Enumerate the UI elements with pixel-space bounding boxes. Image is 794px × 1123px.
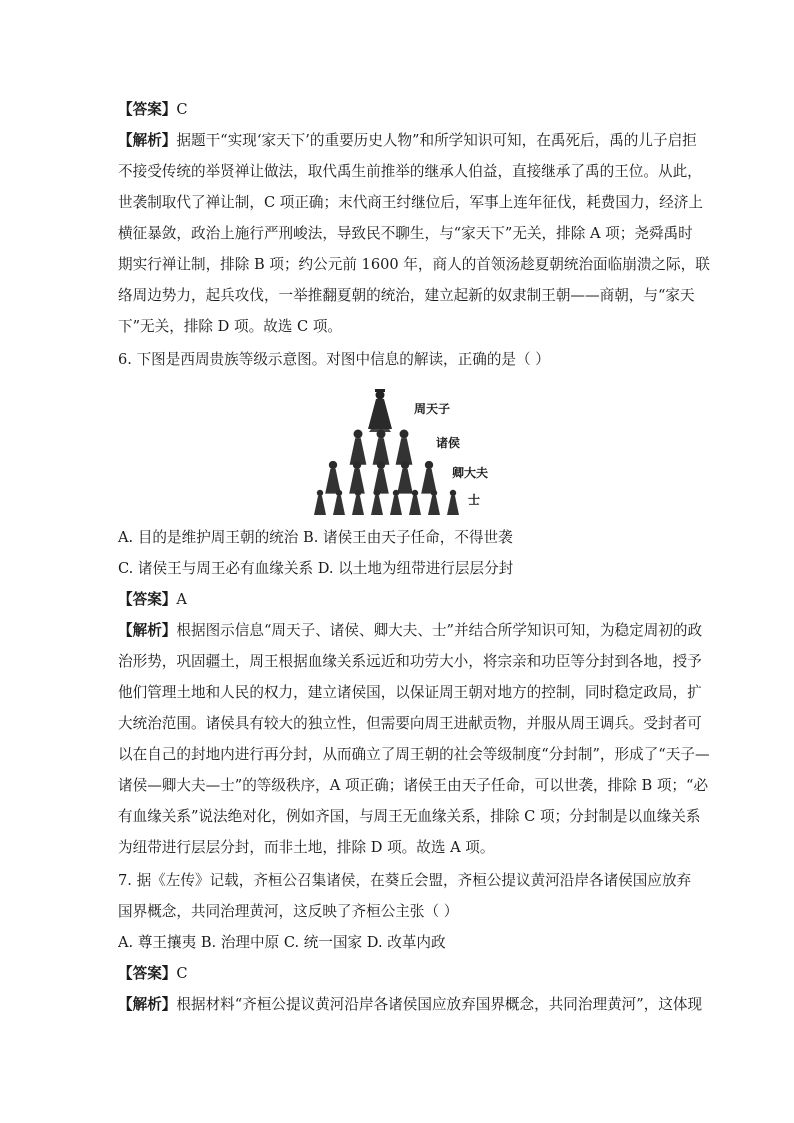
analysis-text: 横征暴敛，政治上施行严刑峻法，导致民不聊生，与“家天下”无关，排除 A 项；尧舜禹时: [118, 225, 693, 242]
analysis-text: 诸侯—卿大夫—士”的等级秩序，A 项正确；诸侯王由天子任命，可以世袭，排除 B 项；“必: [118, 777, 709, 794]
analysis-line: [118, 621, 702, 641]
analysis-text: 下”无关，排除 D 项。故选 C 项。: [118, 318, 343, 335]
answer-tag: 【答案】: [118, 965, 177, 982]
analysis-line: [118, 131, 697, 151]
question-7-stem: 国界概念，共同治理黄河，这反映了齐桓公主张（ ）: [118, 903, 459, 920]
analysis-tag: 【解析】: [118, 996, 177, 1013]
hierarchy-figures: [308, 385, 488, 515]
analysis-text: 络周边势力，起兵攻伐，一举推翻夏朝的统治，建立起新的奴隶制王朝——商朝，与“家天: [118, 287, 695, 304]
analysis-text: 有血缘关系”说法绝对化，例如齐国，与周王无血缘关系，排除 C 项；分封制是以血缘关系: [118, 808, 701, 825]
answer-line: [118, 964, 188, 984]
answer-tag: 【答案】: [118, 101, 177, 118]
question-7-stem: 7. 据《左传》记载，齐桓公召集诸侯，在葵丘会盟，齐桓公提议黄河沿岸各诸侯国应放弃: [118, 872, 692, 889]
answer-line: [118, 100, 188, 120]
lords-figures: [350, 430, 413, 465]
analysis-text: 期实行禅让制，排除 B 项；约公元前 1600 年，商人的首领汤趁夏朝统治面临崩溃之际，联: [118, 256, 710, 273]
king-figure: [368, 389, 392, 432]
analysis-text: 据题干“实现‘家天下’的重要历史人物”和所学知识可知，在禹死后，禹的儿子启拒: [176, 132, 697, 149]
analysis-tag: 【解析】: [118, 622, 177, 639]
analysis-text: 以在自己的封地内进行再分封，从而确立了周王朝的社会等级制度“分封制”，形成了“天子—: [118, 746, 710, 763]
analysis-line: [118, 995, 702, 1015]
analysis-text: 不接受传统的举贤禅让做法，取代禹生前推举的继承人伯益，直接继承了禹的王位。从此，: [118, 163, 702, 180]
answer-value: C: [176, 101, 188, 118]
ministers-figures: [325, 461, 437, 494]
analysis-text: 大统治范围。诸侯具有较大的独立性，但需要向周王进献贡物，并服从周王调兵。受封者可: [118, 715, 702, 732]
question-7-options: A. 尊王攘夷 B. 治理中原 C. 统一国家 D. 改革内政: [118, 934, 446, 951]
question-6-stem: 6. 下图是西周贵族等级示意图。对图中信息的解读，正确的是（ ）: [118, 351, 550, 368]
analysis-text: 为纽带进行层层分封，而非土地，排除 D 项。故选 A 项。: [118, 839, 495, 856]
zhou-hierarchy-diagram: [308, 385, 488, 515]
analysis-text: 治形势，巩固疆土，周王根据血缘关系远近和功劳大小，将宗亲和功臣等分封到各地，授予: [118, 653, 702, 670]
analysis-tag: 【解析】: [118, 132, 177, 149]
question-6-options-cd: C. 诸侯王与周王必有血缘关系 D. 以土地为纽带进行层层分封: [118, 560, 514, 577]
answer-value: A: [176, 591, 187, 608]
analysis-text: 根据图示信息“周天子、诸侯、卿大夫、士”并结合所学知识可知，为稳定周初的政: [176, 622, 703, 639]
answer-value: C: [176, 965, 188, 982]
answer-tag: 【答案】: [118, 591, 177, 608]
label-lords: 诸侯: [436, 436, 461, 450]
analysis-text: 根据材料“齐桓公提议黄河沿岸各诸侯国应放弃国界概念，共同治理黄河”，这体现: [176, 996, 703, 1013]
analysis-text: 世袭制取代了禅让制，C 项正确；末代商王纣继位后，军事上连年征伐，耗费国力，经济上: [118, 194, 703, 211]
question-6-options-ab: A. 目的是维护周王朝的统治 B. 诸侯王由天子任命，不得世袭: [118, 529, 513, 546]
label-king: 周天子: [414, 402, 451, 416]
label-scholars: 士: [468, 493, 481, 507]
analysis-text: 他们管理土地和人民的权力，建立诸侯国，以保证周王朝对地方的控制，同时稳定政局，扩: [118, 684, 702, 701]
answer-line: [118, 590, 187, 610]
label-ministers: 卿大夫: [452, 466, 489, 480]
